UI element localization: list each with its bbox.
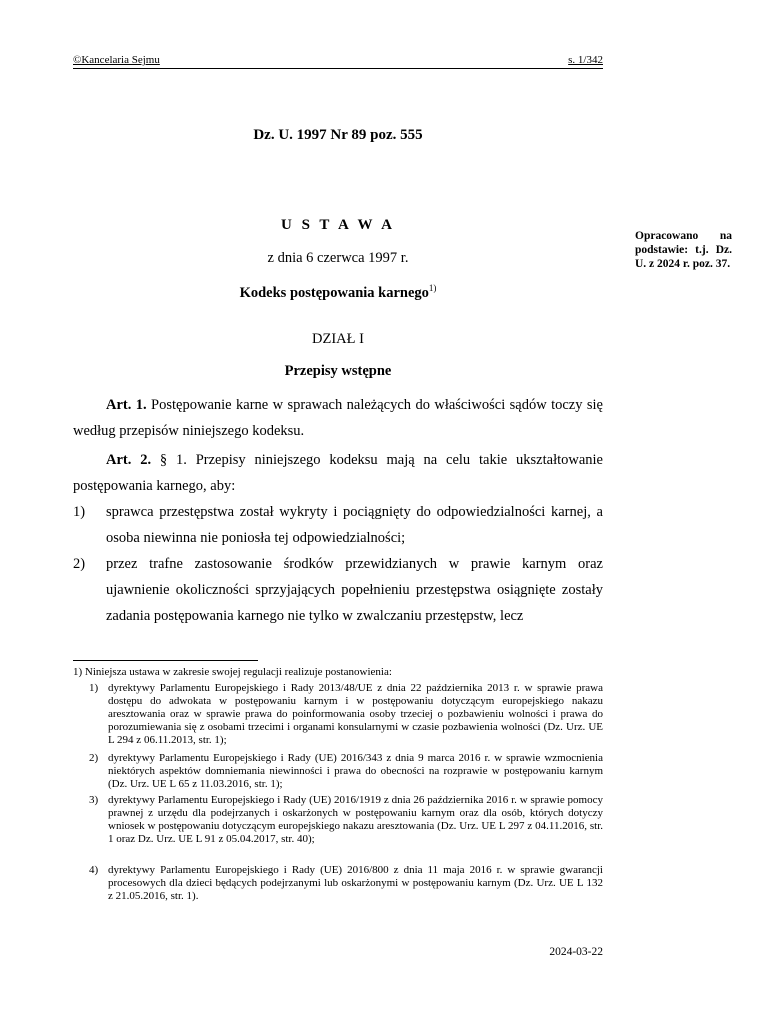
page-header [73, 54, 603, 69]
footnote-item-text: dyrektywy Parlamentu Europejskiego i Rady (UE) 2016/343 z dnia 9 marca 2016 r. w sprawie wzmocnienia niektórych aspektów domniemania niewinności i prawa do obecności na rozprawie w postępowaniu karnym (Dz. Urz. UE L 65 z 11.03.2016, str. 1); [108, 752, 603, 790]
article-1 [73, 392, 603, 444]
article-2-label: Art. 2. [106, 452, 152, 468]
article-2 [73, 447, 603, 499]
list-item-text: sprawca przestępstwa został wykryty i pociągnięty do odpowiedzialności karnej, a osoba niewinna nie poniosła tej odpowiedzialności; [106, 504, 603, 546]
consolidation-note: Opracowano na podstawie: t.j. Dz. U. z 2024 r. poz. 37. [635, 230, 732, 270]
footnote-item-number: 3) [89, 794, 99, 806]
article-2-text: § 1. Przepisy niniejszego kodeksu mają na celu takie ukształtowanie postępowania karnego, aby: [73, 452, 603, 494]
section-title: Przepisy wstępne [284, 363, 392, 379]
footnote-item-number: 4) [89, 864, 99, 876]
publisher-label: ©Kancelaria Sejmu [73, 54, 160, 66]
act-date: z dnia 6 czerwca 1997 r. [267, 250, 409, 266]
list-item-number: 1) [73, 504, 86, 520]
journal-reference: Dz. U. 1997 Nr 89 poz. 555 [253, 127, 423, 143]
section-label: DZIAŁ I [312, 331, 364, 347]
article-1-label: Art. 1. [106, 397, 147, 413]
footnote-marker[interactable]: 1) [428, 283, 437, 293]
article-1-text: Postępowanie karne w sprawach należących do właściwości sądów toczy się według przepisów niniejszego kodeksu. [73, 397, 603, 439]
publication-date: 2024-03-22 [549, 946, 603, 958]
list-item-text: przez trafne zastosowanie środków przewidzianych w prawie karnym oraz ujawnienie okoliczności sprzyjających popełnieniu przestępstwa osiągnięte zostały zadania postępowania karnego nie tylko w zwalczaniu przestępstw, lecz [106, 556, 603, 624]
page-number: s. 1/342 [568, 54, 603, 66]
footnote-divider [73, 660, 258, 661]
act-title-text: Kodeks postępowania karnego [239, 284, 429, 301]
act-title [73, 283, 603, 302]
footnote-item-number: 2) [89, 752, 99, 764]
footnote-item-number: 1) [89, 682, 99, 694]
act-type: U S T A W A [280, 217, 396, 233]
list-item-number: 2) [73, 556, 86, 572]
footnote-item-text: dyrektywy Parlamentu Europejskiego i Rady (UE) 2016/1919 z dnia 26 października 2016 r. w sprawie pomocy prawnej z urzędu dla podejrzanych i oskarżonych w postępowaniu karnym oraz dla osób, których dotyczy wniosek w postępowaniu dotyczącym europejskiego nakazu aresztowania (Dz. Urz. UE L 297 z 04.11.2016, str. 1 oraz Dz. Urz. UE L 91 z 05.04.2017, str. 40); [108, 794, 603, 845]
footnote-item-text: dyrektywy Parlamentu Europejskiego i Rady (UE) 2016/800 z dnia 11 maja 2016 r. w sprawie gwarancji procesowych dla dzieci będących podejrzanymi lub oskarżonymi w postępowaniu karnym (Dz. Urz. UE L 132 z 21.05.2016, str. 1). [108, 864, 603, 902]
footnote-item-text: dyrektywy Parlamentu Europejskiego i Rady 2013/48/UE z dnia 22 października 2013 r. w sprawie prawa dostępu do adwokata w postępowaniu karnym i w postępowaniu dotyczącym europejskiego nakazu aresztowania oraz w sprawie prawa do poinformowania osoby trzeciej o pozbawieniu wolności i prawa do porozumiewania się z osobami trzecimi i organami konsularnymi w czasie pozbawienia wolności (Dz. Urz. UE L 294 z 06.11.2013, str. 1); [108, 682, 603, 746]
footnote-intro: 1) Niniejsza ustawa w zakresie swojej regulacji realizuje postanowienia: [73, 666, 392, 678]
